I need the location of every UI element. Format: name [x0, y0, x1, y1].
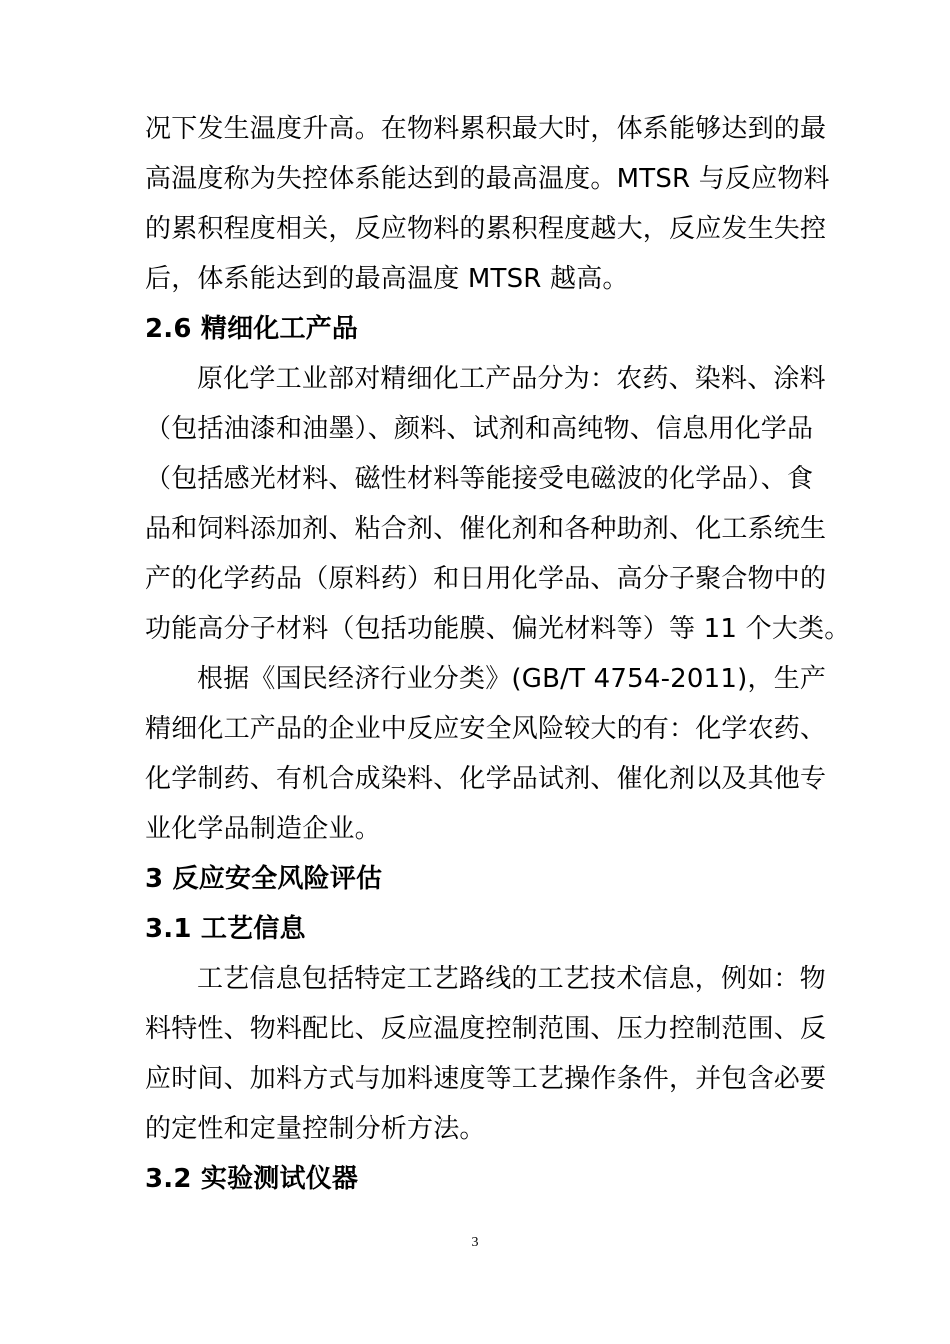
paragraph-line: 原化学工业部对精细化工产品分为：农药、染料、涂料 — [197, 364, 826, 394]
paragraph-line: （包括感光材料、磁性材料等能接受电磁波的化学品）、食 — [145, 464, 814, 494]
section-heading-3: 3 反应安全风险评估 — [145, 864, 383, 894]
paragraph-line: （包括油漆和油墨）、颜料、试剂和高纯物、信息用化学品 — [145, 414, 814, 444]
paragraph-line: 况下发生温度升高。在物料累积最大时，体系能够达到的最 — [145, 114, 827, 144]
paragraph-line: 精细化工产品的企业中反应安全风险较大的有：化学农药、 — [145, 714, 827, 744]
paragraph-line: 根据《国民经济行业分类》(GB/T 4754-2011)，生产 — [197, 664, 827, 694]
section-heading-2-6: 2.6 精细化工产品 — [145, 314, 359, 344]
paragraph-line: 的累积程度相关，反应物料的累积程度越大，反应发生失控 — [145, 214, 827, 244]
paragraph-line: 业化学品制造企业。 — [145, 814, 381, 844]
paragraph-line: 产的化学药品（原料药）和日用化学品、高分子聚合物中的 — [145, 564, 827, 594]
paragraph-line: 化学制药、有机合成染料、化学品试剂、催化剂以及其他专 — [145, 764, 827, 794]
document-body — [145, 104, 851, 1204]
paragraph-line: 高温度称为失控体系能达到的最高温度。MTSR 与反应物料 — [145, 164, 830, 194]
section-heading-3-2: 3.2 实验测试仪器 — [145, 1164, 359, 1194]
section-heading-3-1: 3.1 工艺信息 — [145, 914, 306, 944]
paragraph-line: 品和饲料添加剂、粘合剂、催化剂和各种助剂、化工系统生 — [145, 514, 827, 544]
paragraph-line: 工艺信息包括特定工艺路线的工艺技术信息，例如：物 — [197, 964, 826, 994]
paragraph-line: 应时间、加料方式与加料速度等工艺操作条件，并包含必要 — [145, 1064, 827, 1094]
paragraph-line: 的定性和定量控制分析方法。 — [145, 1114, 486, 1144]
page-number: 3 — [471, 1235, 479, 1250]
paragraph-line: 料特性、物料配比、反应温度控制范围、压力控制范围、反 — [145, 1014, 827, 1044]
paragraph-line: 功能高分子材料（包括功能膜、偏光材料等）等 11 个大类。 — [145, 614, 851, 644]
paragraph-line: 后，体系能达到的最高温度 MTSR 越高。 — [145, 264, 629, 294]
